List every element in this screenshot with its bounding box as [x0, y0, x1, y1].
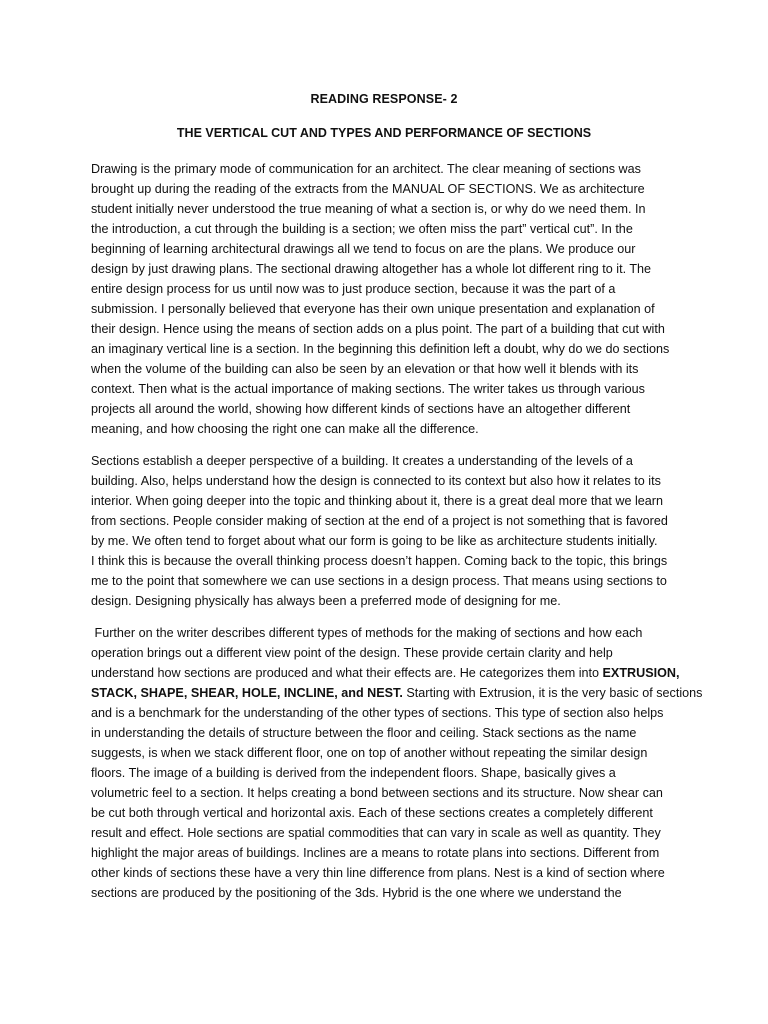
document-body	[91, 159, 703, 915]
text-line: brought up during the reading of the extracts from the MANUAL OF SECTIONS. We as architecture	[91, 182, 645, 196]
text-line: Drawing is the primary mode of communication for an architect. The clear meaning of sections was	[91, 162, 641, 176]
text-line: I think this is because the overall thinking process doesn’t happen. Coming back to the topic, this brings	[91, 554, 668, 568]
document-subtitle: THE VERTICAL CUT AND TYPES AND PERFORMANCE OF SECTIONS	[176, 126, 592, 140]
paragraph-1	[91, 159, 691, 439]
text-line: context. Then what is the actual importance of making sections. The writer takes us through various	[91, 382, 645, 396]
text-line: entire design process for us until now was to just produce section, because it was the part of a	[91, 282, 616, 296]
text-line: beginning of learning architectural drawings all we tend to focus on are the plans. We produce our	[91, 242, 636, 256]
text-line: an imaginary vertical line is a section. In the beginning this definition left a doubt, why do we do sections	[91, 342, 670, 356]
paragraph-2	[91, 451, 691, 611]
text-line: and is a benchmark for the understanding of the other types of sections. This type of section also helps	[91, 706, 664, 720]
text-line: projects all around the world, showing how different kinds of sections have an altogether different	[91, 402, 631, 416]
text-line: Further on the writer describes different types of methods for the making of sections and how each	[91, 626, 643, 640]
text-line: be cut both through vertical and horizontal axis. Each of these sections creates a completely different	[91, 806, 653, 820]
text-line: submission. I personally believed that everyone has their own unique presentation and explanation of	[91, 302, 655, 316]
text-line: suggests, is when we stack different floor, one on top of another without repeating the similar design	[91, 746, 648, 760]
text-line: sections are produced by the positioning of the 3ds. Hybrid is the one where we understand the	[91, 886, 622, 900]
text-line	[91, 683, 703, 703]
text-line: Sections establish a deeper perspective of a building. It creates a understanding of the levels of a	[91, 454, 633, 468]
document-title: READING RESPONSE- 2	[310, 92, 458, 106]
text-line: in understanding the details of structure between the floor and ceiling. Stack sections as the name	[91, 726, 637, 740]
bold-text-segment: EXTRUSION,	[602, 666, 680, 680]
text-line: by me. We often tend to forget about what our form is going to be like as architecture students initially.	[91, 534, 658, 548]
text-line: me to the point that somewhere we can use sections in a design process. That means using sections to	[91, 574, 667, 588]
text-line: other kinds of sections these have a very thin line difference from plans. Nest is a kind of section where	[91, 866, 665, 880]
text-segment: understand how sections are produced and what their effects are. He categorizes them into	[91, 666, 603, 680]
text-line: their design. Hence using the means of section adds on a plus point. The part of a building that cut with	[91, 322, 665, 336]
text-line: floors. The image of a building is derived from the independent floors. Shape, basically gives a	[91, 766, 616, 780]
text-line: highlight the major areas of buildings. Inclines are a means to rotate plans into sections. Different from	[91, 846, 660, 860]
text-segment: Starting with Extrusion, it is the very basic of sections	[402, 686, 703, 700]
text-line: interior. When going deeper into the topic and thinking about it, there is a great deal more that we learn	[91, 494, 663, 508]
text-line: result and effect. Hole sections are spatial commodities that can vary in scale as well as quantity. They	[91, 826, 661, 840]
text-line: the introduction, a cut through the building is a section; we often miss the part” vertical cut”. In the	[91, 222, 633, 236]
text-line: design by just drawing plans. The sectional drawing altogether has a whole lot different ring to it. The	[91, 262, 652, 276]
text-line: student initially never understood the true meaning of what a section is, or why do we need them. In	[91, 202, 646, 216]
paragraph-3	[91, 623, 703, 903]
bold-text-segment: STACK, SHAPE, SHEAR, HOLE, INCLINE, and NEST.	[91, 686, 403, 700]
text-line: from sections. People consider making of section at the end of a project is not something that is favored	[91, 514, 668, 528]
text-line: design. Designing physically has always been a preferred mode of designing for me.	[91, 594, 561, 608]
text-line: building. Also, helps understand how the design is connected to its context but also how it relates to its	[91, 474, 661, 488]
text-line: operation brings out a different view point of the design. These provide certain clarity and help	[91, 646, 613, 660]
text-line: when the volume of the building can also be seen by an elevation or that how well it blends with its	[91, 362, 639, 376]
text-line: meaning, and how choosing the right one can make all the difference.	[91, 422, 479, 436]
text-line	[91, 663, 691, 683]
text-line: volumetric feel to a section. It helps creating a bond between sections and its structure. Now shear can	[91, 786, 663, 800]
